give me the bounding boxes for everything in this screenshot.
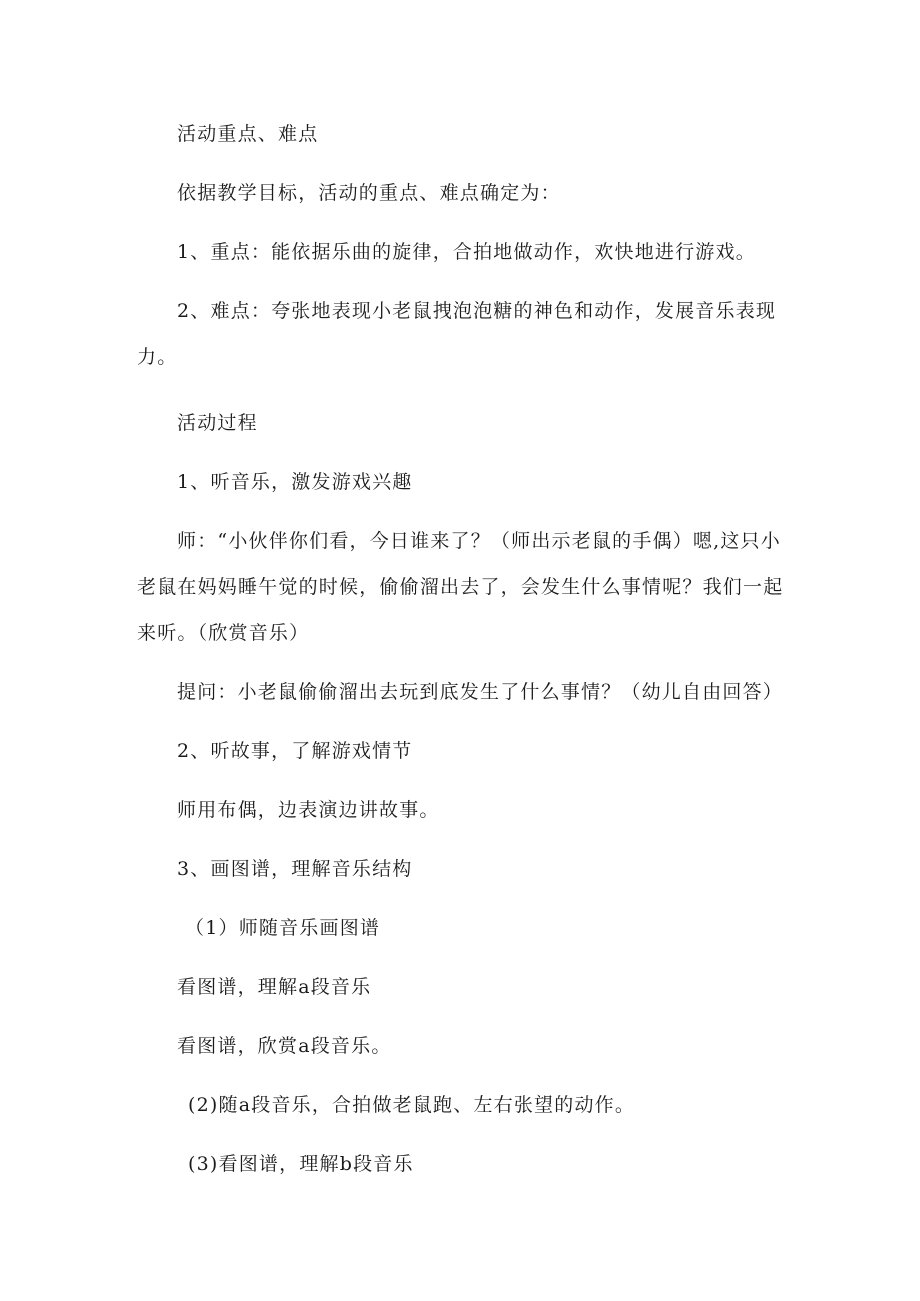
paragraph-intro: 依据教学目标，活动的重点、难点确定为： [177, 182, 561, 204]
heading-process: 活动过程 [177, 412, 258, 434]
paragraph-substep-2: (2)随a段音乐，合拍做老鼠跑、左右张望的动作。 [188, 1094, 636, 1116]
paragraph-question: 提问：小老鼠偷偷溜出去玩到底发生了什么事情？（幼儿自由回答） [177, 681, 784, 703]
paragraph-step-3: 3、画图谱，理解音乐结构 [177, 858, 413, 880]
paragraph-teacher-speech: 师：“小伙伴你们看，今日谁来了？（师出示老鼠的手偶）嗯,这只小老鼠在妈妈睡午觉的时候，偷偷溜出去了，会发生什么事情呢？我们一起来听。（欣赏音乐） [137, 530, 784, 644]
paragraph-substep-1: （1）师随音乐画图谱 [185, 917, 381, 939]
paragraph-section-a: 看图谱，理解a段音乐 [177, 976, 372, 998]
paragraph-difficulty: 2、难点：夸张地表现小老鼠拽泡泡糖的神色和动作，发展音乐表现力。 [137, 300, 777, 368]
paragraph-key-point: 1、重点：能依据乐曲的旋律，合拍地做动作，欢快地进行游戏。 [177, 241, 756, 263]
paragraph-puppet: 师用布偶，边表演边讲故事。 [177, 799, 440, 821]
paragraph-step-1: 1、听音乐，激发游戏兴趣 [177, 471, 413, 493]
paragraph-appreciate-a: 看图谱，欣赏a段音乐。 [177, 1035, 392, 1057]
paragraph-step-2: 2、听故事，了解游戏情节 [177, 740, 413, 762]
heading-key-points: 活动重点、难点 [177, 123, 319, 145]
paragraph-substep-3: (3)看图谱，理解b段音乐 [188, 1153, 414, 1175]
